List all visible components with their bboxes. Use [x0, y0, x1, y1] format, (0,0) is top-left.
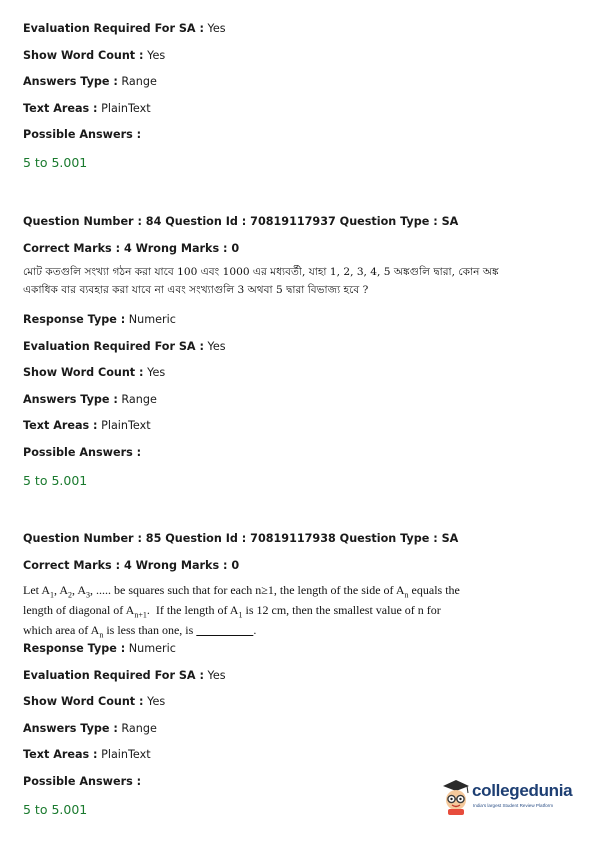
text-areas-row: [23, 748, 151, 761]
text-areas-label: Text Areas :: [23, 102, 98, 115]
response-type-label: Response Type :: [23, 642, 126, 655]
word-count-row: [23, 695, 165, 708]
question-text-line: মোট কতগুলি সংখ্যা গঠন করা যাবে 100 এবং 1000 এর মধ্যবর্তী, যাহা 1, 2, 3, 4, 5 অঙ্কগুলি দ্বারা, কোন অঙ্ক: [23, 266, 499, 278]
possible-answers-label: Possible Answers :: [23, 128, 142, 141]
word-count-row: [23, 366, 165, 379]
word-count-label: Show Word Count :: [23, 49, 144, 62]
possible-answer-value: 5 to 5.001: [23, 155, 88, 170]
possible-answer-value: 5 to 5.001: [23, 802, 88, 817]
logo-tagline: India's largest Student Review Platform: [473, 803, 554, 808]
text-areas-value: PlainText: [101, 102, 151, 115]
word-count-value: Yes: [147, 366, 166, 379]
response-type-row: [23, 642, 176, 655]
eval-label: Evaluation Required For SA :: [23, 669, 204, 682]
word-count-label: Show Word Count :: [23, 695, 144, 708]
text-areas-label: Text Areas :: [23, 419, 98, 432]
possible-answers-row: [23, 446, 141, 459]
possible-answers-label: Possible Answers :: [23, 775, 142, 788]
answers-type-row: [23, 75, 157, 88]
collegedunia-logo: [440, 777, 573, 817]
word-count-row: [23, 49, 165, 62]
possible-answers-row: [23, 775, 141, 788]
text-areas-row: [23, 419, 151, 432]
answers-type-value: Range: [121, 393, 157, 406]
question-marks: Correct Marks : 4 Wrong Marks : 0: [23, 559, 240, 572]
response-type-value: Numeric: [128, 313, 176, 326]
eval-value: Yes: [207, 22, 226, 35]
question-header: Question Number : 85 Question Id : 70819117938 Question Type : SA: [23, 532, 459, 545]
eval-required-row: [23, 669, 226, 682]
answers-type-row: [23, 722, 157, 735]
answers-type-label: Answers Type :: [23, 393, 118, 406]
answers-type-value: Range: [121, 75, 157, 88]
question-text-line: which area of $A_n$ is less than one, is .: [23, 622, 257, 640]
answers-type-value: Range: [121, 722, 157, 735]
question-text-line: একাধিক বার ব্যবহার করা যাবে না এবং সংখ্যাগুলি 3 অথবা 5 দ্বারা বিভাজ্য হবে ?: [23, 284, 369, 296]
mascot-icon: [440, 777, 472, 817]
response-type-value: Numeric: [128, 642, 176, 655]
answers-type-label: Answers Type :: [23, 75, 118, 88]
text-areas-value: PlainText: [101, 748, 151, 761]
text-areas-value: PlainText: [101, 419, 151, 432]
answers-type-row: [23, 393, 157, 406]
question-text-line: length of diagonal of $A_{n+1}$. If the length of $A_1$ is 12 cm, then the smallest value of n for: [23, 602, 441, 620]
question-header: Question Number : 84 Question Id : 70819117937 Question Type : SA: [23, 215, 459, 228]
response-type-label: Response Type :: [23, 313, 126, 326]
eval-value: Yes: [207, 669, 226, 682]
eval-label: Evaluation Required For SA :: [23, 340, 204, 353]
possible-answer-value: 5 to 5.001: [23, 473, 88, 488]
answers-type-label: Answers Type :: [23, 722, 118, 735]
question-marks: Correct Marks : 4 Wrong Marks : 0: [23, 242, 240, 255]
eval-label: Evaluation Required For SA :: [23, 22, 204, 35]
word-count-label: Show Word Count :: [23, 366, 144, 379]
eval-required-row: [23, 340, 226, 353]
question-text-line: Let $A_1$, $A_2$, $A_3$, ..... be squares such that for each n≥1, the length of the side of $A_n$ equals the: [23, 583, 460, 600]
eval-required-row: [23, 22, 226, 35]
text-areas-row: [23, 102, 151, 115]
text-areas-label: Text Areas :: [23, 748, 98, 761]
word-count-value: Yes: [147, 695, 166, 708]
response-type-row: [23, 313, 176, 326]
possible-answers-label: Possible Answers :: [23, 446, 142, 459]
possible-answers-row: [23, 128, 141, 141]
question-text: [23, 263, 573, 299]
eval-value: Yes: [207, 340, 226, 353]
logo-wordmark: collegedunia: [472, 781, 573, 800]
question-text: [23, 583, 573, 643]
word-count-value: Yes: [147, 49, 166, 62]
